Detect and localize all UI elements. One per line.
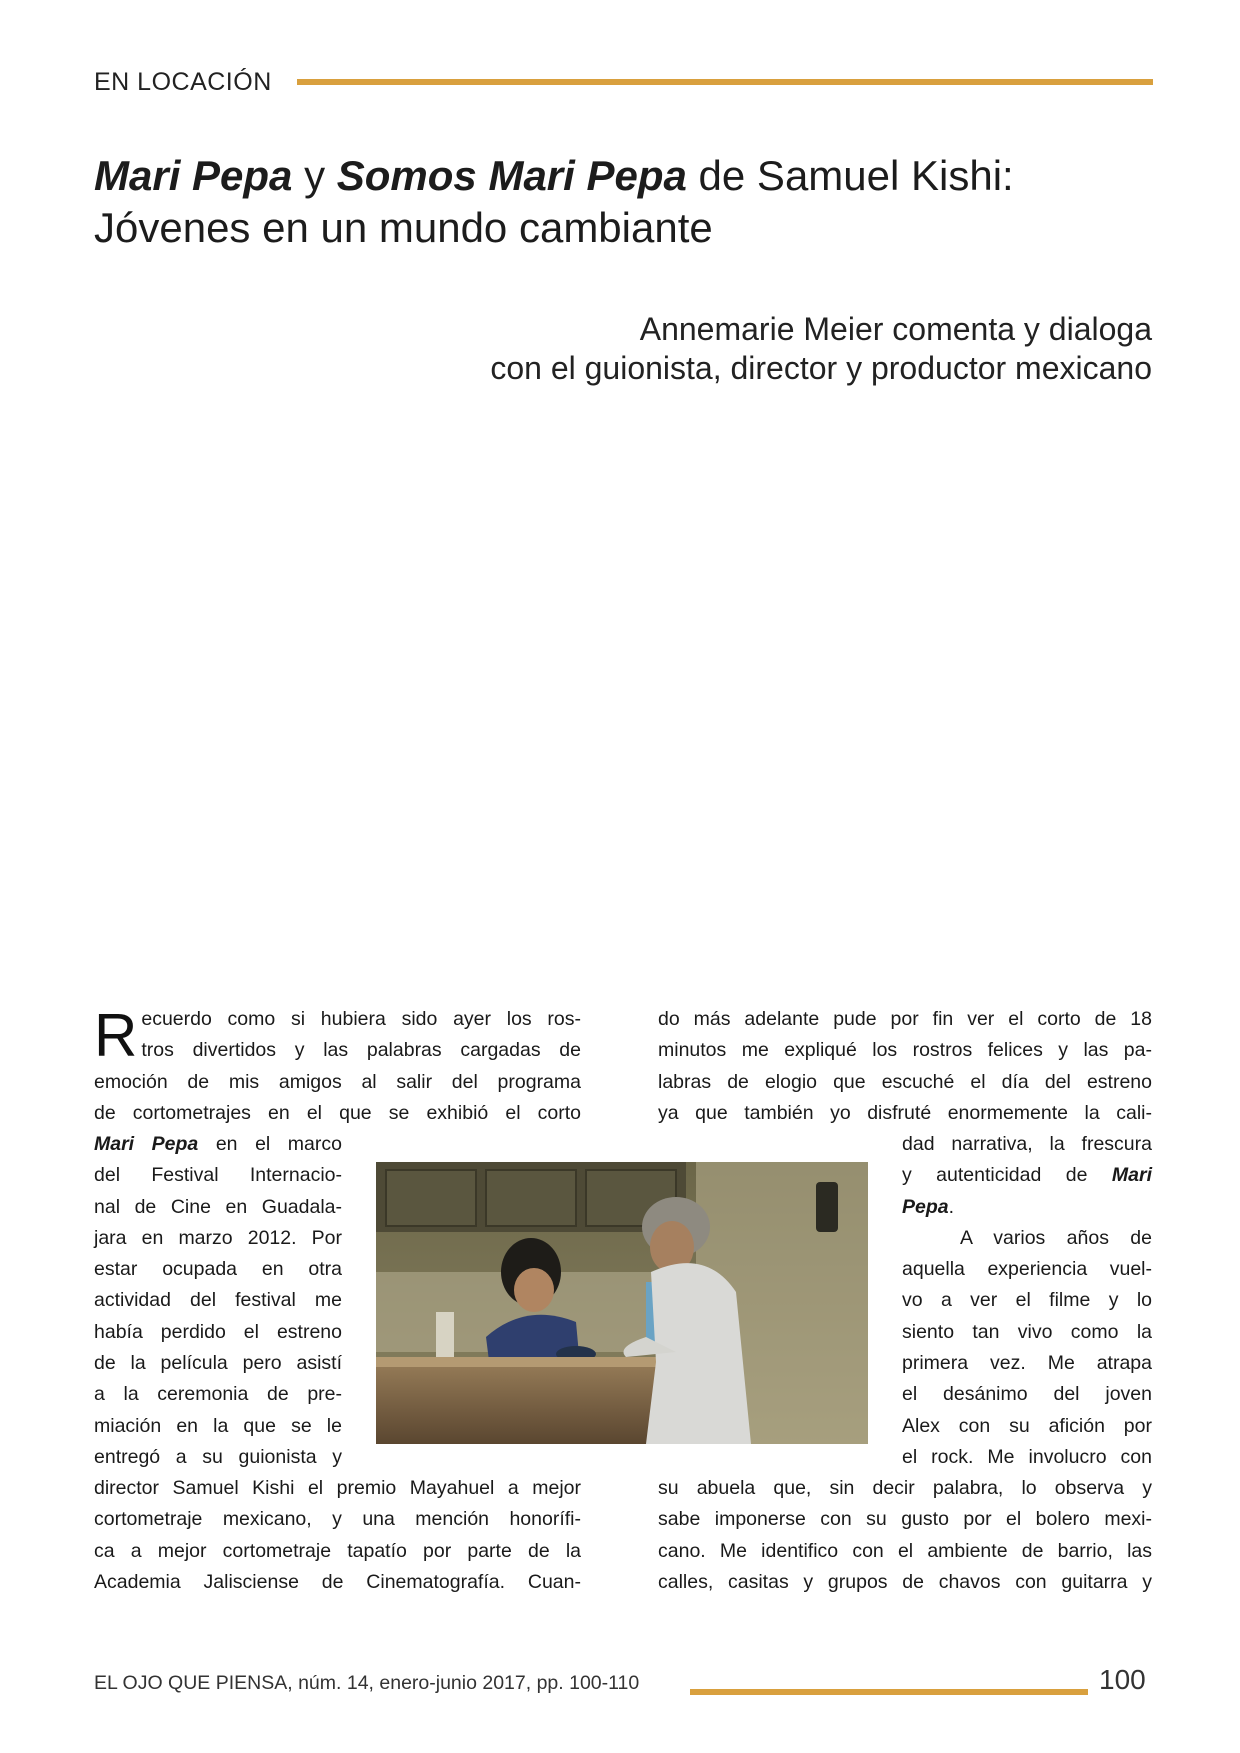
article-subtitle [252, 310, 1152, 388]
text-line: cano. Me identifico con el ambiente de barrio, las [658, 1539, 1152, 1562]
text-line: sabe imponerse con su gusto por el bolero mexi- [658, 1508, 1152, 1531]
text-line [94, 1129, 342, 1160]
text-line: miación en la que se le [94, 1414, 342, 1437]
section-label: EN LOCACIÓN [94, 68, 272, 96]
text-line: su abuela que, sin decir palabra, lo observa y [658, 1477, 1152, 1499]
right-column-bottom [658, 1473, 1152, 1598]
text-line: minutos me expliqué los rostros felices y las pa- [658, 1039, 1152, 1062]
footer-citation: EL OJO QUE PIENSA, núm. 14, enero-junio 2017, pp. 100-110 [94, 1672, 640, 1694]
film-title-em: Mari [1111, 1164, 1152, 1187]
page-number: 100 [1099, 1664, 1146, 1695]
text-line: dad narrativa, la frescura [902, 1133, 1152, 1155]
text-fragment: y autenticidad de [902, 1164, 1112, 1187]
text-line: A varios años de [960, 1226, 1152, 1249]
header-rule [297, 79, 1153, 85]
text-line: a la ceremonia de pre- [94, 1383, 342, 1406]
text-line: del Festival Internacio- [94, 1164, 342, 1187]
subtitle-line-1: Annemarie Meier comenta y dialoga [639, 311, 1152, 347]
text-fragment: . [948, 1195, 955, 1218]
text-line: emoción de mis amigos al salir del programa [94, 1070, 581, 1093]
right-column-narrow [902, 1129, 1152, 1473]
subtitle-line-2: con el guionista, director y productor mexicano [490, 350, 1152, 386]
drop-cap: R [94, 1002, 138, 1069]
title-film-1: Mari Pepa [94, 152, 293, 199]
text-line: nal de Cine en Guadala- [94, 1195, 342, 1218]
text-line: entregó a su guionista y [94, 1445, 342, 1468]
text-line [902, 1192, 1152, 1223]
text-line: siento tan vivo como la [902, 1320, 1152, 1343]
text-line: primera vez. Me atrapa [902, 1352, 1152, 1375]
text-line: había perdido el estreno [94, 1320, 342, 1343]
text-line: el desánimo del joven [902, 1383, 1152, 1406]
title-line-2: Jóvenes en un mundo cambiante [94, 204, 713, 251]
footer-rule [690, 1689, 1088, 1695]
article-title [94, 150, 1154, 254]
text-line: el rock. Me involucro con [902, 1445, 1152, 1468]
text-line: director Samuel Kishi el premio Mayahuel a mejor [94, 1477, 581, 1499]
right-column-top [658, 1004, 1152, 1129]
title-film-2: Somos Mari Pepa [336, 152, 687, 199]
text-line: de la película pero asistí [94, 1352, 342, 1375]
film-title-em: Mari Pepa [94, 1133, 199, 1155]
text-fragment: en el marco [198, 1133, 342, 1155]
title-director: de Samuel Kishi: [686, 152, 1014, 199]
left-column-bottom [94, 1473, 581, 1598]
text-line: de cortometrajes en el que se exhibió el corto [94, 1101, 581, 1124]
text-line: Alex con su afición por [902, 1414, 1152, 1437]
text-line: aquella experiencia vuel- [902, 1258, 1152, 1281]
film-still-illustration [376, 1162, 868, 1444]
text-line [902, 1160, 1152, 1191]
left-column-top [94, 1004, 581, 1129]
text-line: ecuerdo como si hubiera sido ayer los ros- [141, 1008, 581, 1030]
film-still-image [376, 1162, 868, 1444]
text-line: labras de elogio que escuché el día del estreno [658, 1070, 1152, 1093]
text-line: Academia Jalisciense de Cinematografía. Cuan- [94, 1570, 581, 1593]
text-line: cortometraje mexicano, y una mención honorífi- [94, 1508, 581, 1531]
text-line: estar ocupada en otra [94, 1258, 342, 1281]
text-line: tros divertidos y las palabras cargadas de [141, 1039, 581, 1062]
left-column-narrow [94, 1129, 342, 1473]
text-line: jara en marzo 2012. Por [94, 1226, 342, 1249]
text-line: vo a ver el filme y lo [902, 1289, 1152, 1312]
text-line: ca a mejor cortometraje tapatío por parte de la [94, 1539, 581, 1562]
text-line: do más adelante pude por fin ver el corto de 18 [658, 1008, 1152, 1030]
film-title-em: Pepa [902, 1195, 949, 1218]
text-line: ya que también yo disfruté enormemente la cali- [658, 1101, 1152, 1124]
text-line: calles, casitas y grupos de chavos con guitarra y [658, 1570, 1152, 1593]
title-connector: y [292, 152, 337, 199]
text-line: actividad del festival me [94, 1289, 342, 1312]
